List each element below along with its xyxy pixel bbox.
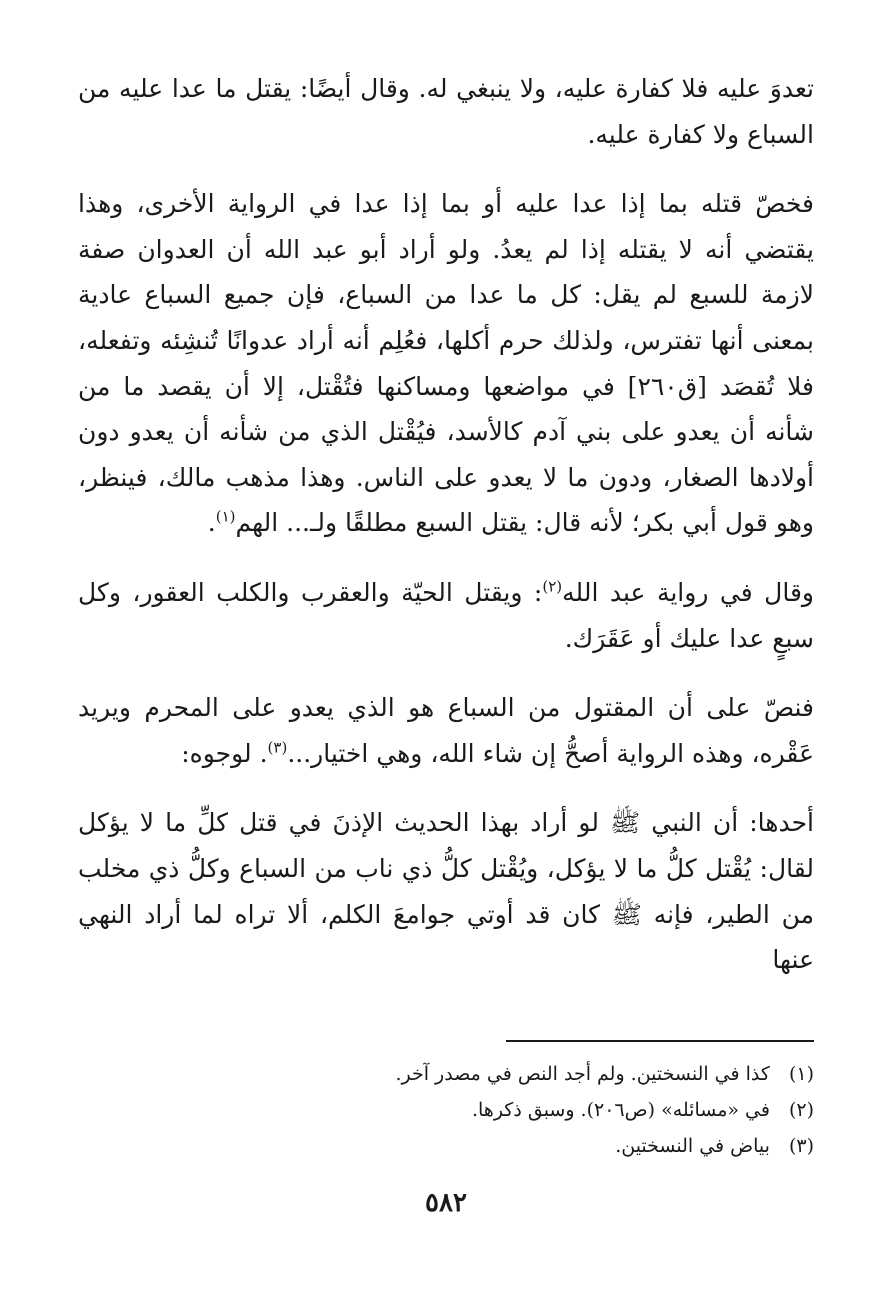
footnote-1-number: (١) xyxy=(788,1063,814,1085)
paragraph-5-text: أحدها: أن النبي ﷺ لو أراد بهذا الحديث الإذنَ في قتل كلِّ ما لا يؤكل لقال: يُقْتل كلُّ ما لا يؤكل، ويُقْتل كلُّ ذي ناب من السباع وكلُّ ذي مخلب من الطير، فإنه ﷺ كان قد أوتي جوامعَ الكلم، ألا تراه لما أراد النهي عنها xyxy=(78,808,815,975)
paragraph-4-end: . لوجوه: xyxy=(181,738,268,768)
paragraph-2-text: فخصّ قتله بما إذا عدا عليه أو بما إذا عدا في الرواية الأخرى، وهذا يقتضي أنه لا يقتله إذا لم يعدُ. ولو أراد أبو عبد الله أن العدوان صفة لازمة للسبع لم يقل: كل ما عدا من السباع، فإن جميع السباع عادية بمعنى أنها تفترس، ولذلك حرم أكلها، فعُلِم أنه أراد عدوانًا تُنشِئه وتفعله، فلا تُقصَد [ق٢٦٠] في مواضعها ومساكنها فتُقْتل، إلا أن يقصد ما من شأنه أن يعدو على بني آدم كالأسد، فيُقْتل الذي من شأنه أن يعدو دون أولادها الصغار، ودون ما لا يعدو على الناس. وهذا مذهب مالك، فينظر، وهو قول أبي بكر؛ لأنه قال: يقتل السبع مطلقًا ولـ... الهم xyxy=(78,189,815,538)
footnote-ref-3[interactable]: (٣) xyxy=(267,738,288,757)
footnote-2 xyxy=(78,1092,814,1128)
footnotes xyxy=(78,1056,814,1164)
footnote-3 xyxy=(78,1128,814,1164)
paragraph-3-end: : ويقتل الحيّة والعقرب والكلب العقور، وكل سبعٍ عدا عليك أو عَقَرَك. xyxy=(78,577,814,653)
paragraph-2 xyxy=(78,181,814,546)
footnote-ref-1[interactable]: (١) xyxy=(215,508,236,527)
main-text xyxy=(78,66,814,983)
paragraph-3 xyxy=(78,570,814,661)
footnote-2-text: في «مسائله» (ص٢٠٦). وسبق ذكرها. xyxy=(471,1099,770,1121)
footnote-1 xyxy=(78,1056,814,1092)
page-number: ٥٨٢ xyxy=(425,1188,467,1218)
footnote-3-text: بياض في النسختين. xyxy=(615,1135,770,1157)
footnote-3-number: (٣) xyxy=(788,1135,814,1157)
paragraph-1-text: تعدوَ عليه فلا كفارة عليه، ولا ينبغي له. وقال أيضًا: يقتل ما عدا عليه من السباع ولا كفارة عليه. xyxy=(78,74,814,149)
paragraph-1 xyxy=(78,66,814,157)
paragraph-2-end: . xyxy=(207,508,216,538)
footnote-ref-2[interactable]: (٢) xyxy=(542,577,563,596)
paragraph-5 xyxy=(78,800,814,982)
footnote-2-number: (٢) xyxy=(788,1099,814,1121)
paragraph-4 xyxy=(78,685,814,776)
footnote-divider xyxy=(506,1040,814,1042)
paragraph-3-text: وقال في رواية عبد الله xyxy=(562,577,814,607)
footnote-1-text: كذا في النسختين. ولم أجد النص في مصدر آخر. xyxy=(395,1063,770,1085)
paragraph-4-text: فنصّ على أن المقتول من السباع هو الذي يعدو على المحرم ويريد عَقْره، وهذه الرواية أصحُّ إن شاء الله، وهي اختيار... xyxy=(78,693,814,768)
